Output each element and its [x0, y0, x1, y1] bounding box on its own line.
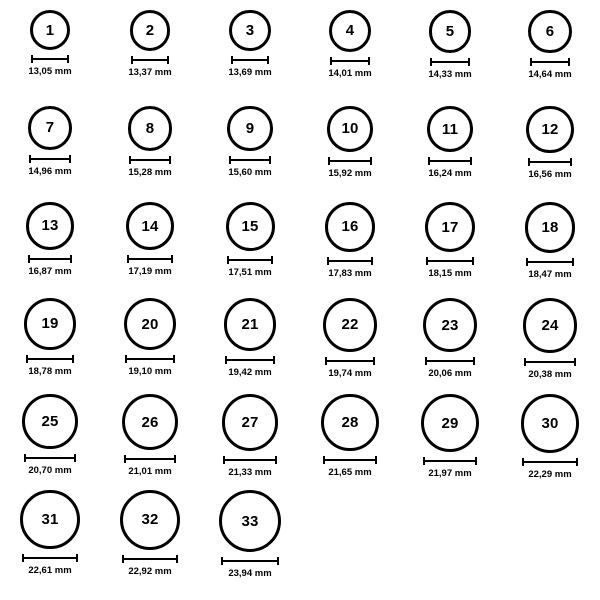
diameter-measure-line: [29, 155, 70, 163]
diameter-measure-line: [225, 356, 275, 364]
measure-bar: [522, 461, 577, 463]
ring-size-cell: [300, 394, 400, 490]
diameter-measure-line: [231, 56, 270, 64]
ring-size-label: 4: [345, 22, 355, 40]
measure-bar: [423, 460, 478, 462]
measure-bar: [530, 61, 571, 63]
diameter-label: 22,29 mm: [528, 468, 572, 480]
ring-size-cell: [400, 298, 500, 394]
diameter-label: 22,92 mm: [128, 565, 172, 577]
measure-bar: [426, 260, 473, 262]
ring-circle: [219, 490, 281, 552]
ring-size-label: 10: [341, 120, 359, 138]
measure-bar: [22, 557, 78, 559]
ring-size-cell: [400, 394, 500, 490]
diameter-measure-line: [323, 456, 377, 464]
ring-size-label: 31: [41, 511, 59, 529]
ring-circle: [325, 202, 375, 252]
measure-bar: [330, 60, 369, 62]
ring-size-cell: [100, 490, 200, 586]
ring-circle: [130, 10, 171, 51]
measure-bar: [528, 161, 572, 163]
ring-size-cell: [400, 106, 500, 202]
diameter-label: 14,64 mm: [528, 69, 572, 81]
diameter-label: 19,74 mm: [328, 367, 372, 379]
ring-circle: [423, 298, 477, 352]
diameter-measure-line: [425, 357, 476, 365]
ring-size-grid: [0, 10, 600, 586]
ring-circle: [30, 10, 70, 50]
measure-bar: [229, 159, 271, 161]
diameter-label: 14,01 mm: [328, 67, 372, 79]
diameter-measure-line: [526, 258, 574, 266]
ring-circle: [521, 394, 580, 453]
ring-size-label: 11: [441, 120, 459, 138]
ring-size-label: 27: [241, 413, 259, 431]
ring-size-cell: [300, 106, 400, 202]
diameter-label: 13,37 mm: [128, 66, 172, 78]
diameter-measure-line: [26, 355, 74, 363]
measure-bar: [31, 58, 69, 60]
diameter-measure-line: [530, 58, 571, 66]
diameter-measure-line: [528, 158, 572, 166]
measure-bar: [231, 59, 270, 61]
ring-circle: [421, 394, 479, 452]
ring-size-cell: [300, 298, 400, 394]
ring-circle: [122, 394, 178, 450]
diameter-measure-line: [28, 255, 73, 263]
ring-circle: [327, 106, 373, 152]
diameter-measure-line: [31, 55, 69, 63]
ring-circle: [128, 106, 173, 151]
ring-size-label: 22: [341, 316, 359, 334]
ring-circle: [528, 10, 571, 53]
diameter-measure-line: [330, 57, 369, 65]
diameter-measure-line: [325, 357, 375, 365]
diameter-label: 18,78 mm: [28, 365, 72, 377]
diameter-measure-line: [129, 156, 171, 164]
diameter-measure-line: [426, 257, 473, 265]
diameter-label: 21,65 mm: [328, 467, 372, 479]
diameter-label: 14,96 mm: [28, 165, 72, 177]
ring-circle: [227, 106, 272, 151]
ring-size-cell: [200, 394, 300, 490]
ring-size-label: 7: [45, 119, 55, 137]
ring-size-cell: [500, 394, 600, 490]
ring-size-label: 8: [145, 119, 155, 137]
ring-size-cell: [200, 106, 300, 202]
measure-bar: [26, 358, 74, 360]
ring-circle: [329, 10, 371, 52]
diameter-measure-line: [327, 257, 374, 265]
diameter-label: 17,51 mm: [228, 267, 272, 278]
diameter-measure-line: [223, 456, 276, 464]
ring-size-label: 5: [445, 22, 455, 40]
ring-size-cell: [100, 106, 200, 202]
ring-size-label: 20: [141, 315, 159, 333]
ring-size-cell: [0, 10, 100, 106]
ring-circle: [120, 490, 180, 550]
diameter-measure-line: [522, 458, 577, 466]
diameter-label: 15,60 mm: [228, 167, 272, 179]
ring-circle: [20, 490, 79, 549]
diameter-label: 17,83 mm: [328, 267, 372, 279]
diameter-label: 20,70 mm: [28, 465, 72, 477]
ring-size-cell: [200, 490, 300, 586]
measure-bar: [122, 558, 178, 560]
ring-size-cell: [100, 394, 200, 490]
ring-circle: [526, 106, 573, 153]
ring-size-cell: [200, 298, 300, 394]
measure-bar: [430, 61, 470, 63]
measure-bar: [227, 259, 273, 261]
ring-size-label: 29: [441, 414, 459, 432]
ring-circle: [323, 298, 377, 352]
ring-size-cell: [500, 106, 600, 202]
ring-size-label: 25: [41, 413, 59, 431]
measure-bar: [129, 159, 171, 161]
diameter-label: 23,94 mm: [228, 568, 272, 579]
ring-size-cell: [0, 490, 100, 586]
ring-size-cell: [100, 298, 200, 394]
ring-circle: [427, 106, 473, 152]
ring-size-cell: [200, 10, 300, 106]
ring-size-label: 32: [141, 511, 159, 529]
ring-size-cell: [100, 10, 200, 106]
diameter-label: 18,47 mm: [528, 268, 572, 280]
ring-circle: [226, 202, 275, 251]
measure-bar: [221, 560, 279, 562]
ring-circle: [429, 10, 472, 53]
ring-size-label: 6: [545, 23, 555, 41]
ring-size-cell: [0, 106, 100, 202]
ring-size-cell: [0, 298, 100, 394]
ring-circle: [28, 106, 72, 150]
measure-bar: [127, 258, 172, 260]
measure-bar: [124, 458, 177, 460]
ring-size-label: 33: [241, 512, 259, 530]
diameter-label: 22,61 mm: [28, 565, 72, 577]
ring-circle: [321, 394, 378, 451]
diameter-measure-line: [125, 355, 174, 363]
ring-size-label: 17: [441, 218, 459, 236]
diameter-label: 21,33 mm: [228, 466, 272, 478]
measure-bar: [131, 59, 169, 61]
measure-bar: [524, 361, 576, 363]
ring-size-label: 3: [245, 22, 255, 40]
diameter-measure-line: [423, 457, 478, 465]
measure-bar: [223, 459, 276, 461]
diameter-measure-line: [229, 156, 271, 164]
ring-size-cell: [400, 202, 500, 298]
ring-size-cell: [500, 10, 600, 106]
diameter-label: 17,19 mm: [128, 266, 172, 278]
measure-bar: [323, 459, 377, 461]
diameter-label: 21,97 mm: [428, 468, 472, 480]
ring-size-label: 23: [441, 316, 459, 334]
ring-size-label: 14: [141, 217, 159, 235]
diameter-measure-line: [131, 56, 169, 64]
ring-size-label: 13: [41, 217, 59, 235]
ring-size-label: 30: [541, 414, 559, 432]
diameter-measure-line: [22, 554, 78, 562]
diameter-label: 15,92 mm: [328, 167, 372, 179]
ring-circle: [224, 298, 277, 351]
ring-size-cell: [100, 202, 200, 298]
diameter-label: 20,06 mm: [428, 368, 472, 380]
diameter-measure-line: [24, 454, 76, 462]
ring-circle: [126, 202, 174, 250]
ring-size-cell: [200, 202, 300, 298]
ring-size-label: 28: [341, 414, 359, 432]
ring-size-cell: [500, 298, 600, 394]
diameter-label: 16,87 mm: [28, 265, 72, 277]
diameter-label: 16,56 mm: [528, 169, 572, 181]
diameter-label: 16,24 mm: [428, 168, 472, 180]
ring-circle: [222, 394, 279, 451]
diameter-measure-line: [430, 58, 470, 66]
ring-size-label: 1: [45, 21, 55, 39]
measure-bar: [125, 358, 174, 360]
diameter-measure-line: [124, 455, 177, 463]
diameter-label: 21,01 mm: [128, 466, 172, 478]
ring-circle: [124, 298, 176, 350]
measure-bar: [225, 359, 275, 361]
ring-size-cell: [0, 202, 100, 298]
ring-circle: [24, 298, 76, 350]
ring-circle: [229, 10, 270, 51]
measure-bar: [526, 261, 574, 263]
diameter-measure-line: [328, 157, 371, 165]
measure-bar: [29, 158, 70, 160]
ring-size-label: 15: [241, 218, 259, 235]
ring-size-label: 18: [541, 218, 559, 236]
ring-circle: [22, 394, 77, 449]
ring-size-label: 19: [41, 315, 59, 333]
ring-size-cell: [300, 10, 400, 106]
ring-size-cell: [300, 202, 400, 298]
measure-bar: [328, 160, 371, 162]
measure-bar: [24, 457, 76, 459]
ring-circle: [523, 298, 578, 353]
ring-size-label: 21: [241, 315, 259, 333]
diameter-label: 14,33 mm: [428, 68, 472, 80]
measure-bar: [428, 160, 472, 162]
diameter-measure-line: [122, 555, 178, 563]
ring-size-label: 26: [141, 413, 159, 431]
diameter-label: 19,10 mm: [128, 366, 172, 378]
diameter-label: 15,28 mm: [128, 166, 172, 178]
ring-size-label: 12: [541, 121, 559, 139]
diameter-label: 13,05 mm: [28, 66, 72, 77]
ring-size-cell: [500, 202, 600, 298]
ring-circle: [525, 202, 576, 253]
measure-bar: [28, 258, 73, 260]
diameter-label: 19,42 mm: [228, 366, 272, 378]
diameter-measure-line: [221, 557, 279, 565]
diameter-label: 18,15 mm: [428, 268, 472, 280]
diameter-measure-line: [524, 358, 576, 366]
ring-size-label: 2: [145, 21, 155, 39]
diameter-label: 13,69 mm: [228, 67, 272, 79]
ring-circle: [26, 202, 74, 250]
ring-size-label: 16: [341, 218, 359, 236]
diameter-label: 20,38 mm: [528, 368, 572, 380]
ring-circle: [425, 202, 475, 252]
ring-size-cell: [400, 10, 500, 106]
measure-bar: [327, 260, 374, 262]
ring-size-cell: [0, 394, 100, 490]
diameter-measure-line: [227, 256, 273, 264]
ring-size-label: 9: [245, 120, 255, 138]
measure-bar: [325, 360, 375, 362]
diameter-measure-line: [428, 157, 472, 165]
measure-bar: [425, 360, 476, 362]
ring-size-label: 24: [541, 316, 559, 334]
diameter-measure-line: [127, 255, 172, 263]
